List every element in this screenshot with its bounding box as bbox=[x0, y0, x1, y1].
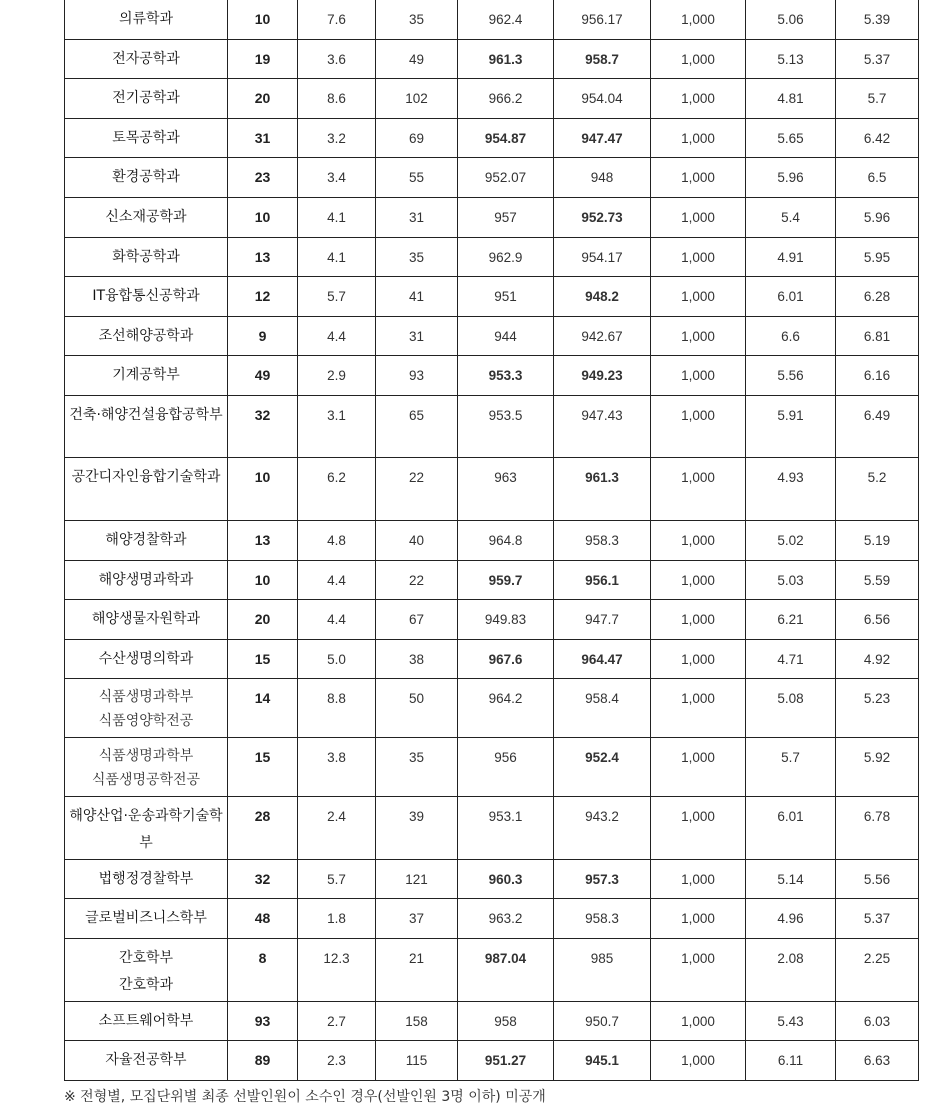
grade-cell: 6.28 bbox=[836, 277, 919, 317]
quota-cell: 10 bbox=[228, 458, 298, 521]
grade-cell: 5.65 bbox=[746, 118, 836, 158]
quota-cell: 10 bbox=[228, 197, 298, 237]
quota-cell: 15 bbox=[228, 639, 298, 679]
grade-cell: 6.16 bbox=[836, 356, 919, 396]
department-name-cell: 신소재공학과 bbox=[65, 197, 228, 237]
score-cell: 962.4 bbox=[458, 0, 554, 39]
score-cell: 954.04 bbox=[554, 79, 651, 119]
grade-cell: 5.59 bbox=[836, 560, 919, 600]
quota-cell: 48 bbox=[228, 899, 298, 939]
score-cell: 956 bbox=[458, 738, 554, 797]
quota-cell: 12 bbox=[228, 277, 298, 317]
table-row bbox=[65, 899, 919, 939]
department-name-cell: 소프트웨어학부 bbox=[65, 1001, 228, 1041]
score-cell: 952.07 bbox=[458, 158, 554, 198]
department-name-cell: 기계공학부 bbox=[65, 356, 228, 396]
applicants-cell: 65 bbox=[376, 395, 458, 458]
grade-cell: 5.7 bbox=[746, 738, 836, 797]
score-cell: 951 bbox=[458, 277, 554, 317]
grade-cell: 5.91 bbox=[746, 395, 836, 458]
applicants-cell: 40 bbox=[376, 520, 458, 560]
applicants-cell: 31 bbox=[376, 197, 458, 237]
applicants-cell: 35 bbox=[376, 0, 458, 39]
max-score-cell: 1,000 bbox=[651, 395, 746, 458]
score-cell: 954.17 bbox=[554, 237, 651, 277]
applicants-cell: 115 bbox=[376, 1041, 458, 1081]
grade-cell: 5.96 bbox=[746, 158, 836, 198]
score-cell: 985 bbox=[554, 939, 651, 1002]
table-row bbox=[65, 158, 919, 198]
grade-cell: 5.39 bbox=[836, 0, 919, 39]
grade-cell: 5.23 bbox=[836, 679, 919, 738]
score-cell: 964.47 bbox=[554, 639, 651, 679]
score-cell: 954.87 bbox=[458, 118, 554, 158]
competition-ratio-cell: 4.1 bbox=[298, 197, 376, 237]
grade-cell: 6.78 bbox=[836, 797, 919, 860]
score-cell: 942.67 bbox=[554, 316, 651, 356]
competition-ratio-cell: 2.7 bbox=[298, 1001, 376, 1041]
max-score-cell: 1,000 bbox=[651, 277, 746, 317]
quota-cell: 8 bbox=[228, 939, 298, 1002]
table-row bbox=[65, 738, 919, 797]
grade-cell: 6.5 bbox=[836, 158, 919, 198]
max-score-cell: 1,000 bbox=[651, 797, 746, 860]
score-cell: 943.2 bbox=[554, 797, 651, 860]
score-cell: 953.5 bbox=[458, 395, 554, 458]
quota-cell: 93 bbox=[228, 1001, 298, 1041]
grade-cell: 6.6 bbox=[746, 316, 836, 356]
quota-cell: 23 bbox=[228, 158, 298, 198]
table-row bbox=[65, 1041, 919, 1081]
department-name-cell: 글로벌비즈니스학부 bbox=[65, 899, 228, 939]
competition-ratio-cell: 5.7 bbox=[298, 859, 376, 899]
table-row bbox=[65, 118, 919, 158]
score-cell: 958.3 bbox=[554, 520, 651, 560]
quota-cell: 49 bbox=[228, 356, 298, 396]
score-cell: 951.27 bbox=[458, 1041, 554, 1081]
department-name-cell: 해양산업·운송과학기술학부 bbox=[65, 797, 228, 860]
grade-cell: 5.37 bbox=[836, 39, 919, 79]
max-score-cell: 1,000 bbox=[651, 639, 746, 679]
grade-cell: 5.03 bbox=[746, 560, 836, 600]
grade-cell: 2.08 bbox=[746, 939, 836, 1002]
competition-ratio-cell: 3.4 bbox=[298, 158, 376, 198]
grade-cell: 4.96 bbox=[746, 899, 836, 939]
score-cell: 964.2 bbox=[458, 679, 554, 738]
max-score-cell: 1,000 bbox=[651, 899, 746, 939]
applicants-cell: 41 bbox=[376, 277, 458, 317]
max-score-cell: 1,000 bbox=[651, 939, 746, 1002]
table-row bbox=[65, 458, 919, 521]
max-score-cell: 1,000 bbox=[651, 1001, 746, 1041]
competition-ratio-cell: 12.3 bbox=[298, 939, 376, 1002]
competition-ratio-cell: 5.0 bbox=[298, 639, 376, 679]
table-row bbox=[65, 1001, 919, 1041]
quota-cell: 10 bbox=[228, 0, 298, 39]
department-name-cell: 해양생명과학과 bbox=[65, 560, 228, 600]
score-cell: 963.2 bbox=[458, 899, 554, 939]
quota-cell: 32 bbox=[228, 395, 298, 458]
score-cell: 947.7 bbox=[554, 600, 651, 640]
score-cell: 958.3 bbox=[554, 899, 651, 939]
competition-ratio-cell: 7.6 bbox=[298, 0, 376, 39]
department-name-cell: 법행정경찰학부 bbox=[65, 859, 228, 899]
score-cell: 987.04 bbox=[458, 939, 554, 1002]
max-score-cell: 1,000 bbox=[651, 158, 746, 198]
score-cell: 947.47 bbox=[554, 118, 651, 158]
department-name-cell: 화학공학과 bbox=[65, 237, 228, 277]
table-row bbox=[65, 639, 919, 679]
competition-ratio-cell: 3.8 bbox=[298, 738, 376, 797]
max-score-cell: 1,000 bbox=[651, 197, 746, 237]
score-cell: 945.1 bbox=[554, 1041, 651, 1081]
max-score-cell: 1,000 bbox=[651, 560, 746, 600]
applicants-cell: 35 bbox=[376, 237, 458, 277]
quota-cell: 28 bbox=[228, 797, 298, 860]
quota-cell: 13 bbox=[228, 520, 298, 560]
applicants-cell: 37 bbox=[376, 899, 458, 939]
grade-cell: 5.56 bbox=[836, 859, 919, 899]
grade-cell: 2.25 bbox=[836, 939, 919, 1002]
applicants-cell: 93 bbox=[376, 356, 458, 396]
department-name-cell: 건축·해양건설융합공학부 bbox=[65, 395, 228, 458]
table-row bbox=[65, 237, 919, 277]
score-cell: 950.7 bbox=[554, 1001, 651, 1041]
quota-cell: 89 bbox=[228, 1041, 298, 1081]
department-name-cell: 전자공학과 bbox=[65, 39, 228, 79]
grade-cell: 6.21 bbox=[746, 600, 836, 640]
grade-cell: 5.43 bbox=[746, 1001, 836, 1041]
table-row bbox=[65, 79, 919, 119]
grade-cell: 5.14 bbox=[746, 859, 836, 899]
score-cell: 952.73 bbox=[554, 197, 651, 237]
score-cell: 958.4 bbox=[554, 679, 651, 738]
department-name-cell: 조선해양공학과 bbox=[65, 316, 228, 356]
quota-cell: 32 bbox=[228, 859, 298, 899]
department-name-cell: 전기공학과 bbox=[65, 79, 228, 119]
competition-ratio-cell: 4.8 bbox=[298, 520, 376, 560]
applicants-cell: 21 bbox=[376, 939, 458, 1002]
grade-cell: 4.93 bbox=[746, 458, 836, 521]
competition-ratio-cell: 2.3 bbox=[298, 1041, 376, 1081]
department-name-cell: 자율전공학부 bbox=[65, 1041, 228, 1081]
score-cell: 953.1 bbox=[458, 797, 554, 860]
quota-cell: 14 bbox=[228, 679, 298, 738]
grade-cell: 6.42 bbox=[836, 118, 919, 158]
applicants-cell: 22 bbox=[376, 458, 458, 521]
quota-cell: 15 bbox=[228, 738, 298, 797]
competition-ratio-cell: 2.4 bbox=[298, 797, 376, 860]
department-name-cell: 의류학과 bbox=[65, 0, 228, 39]
score-cell: 959.7 bbox=[458, 560, 554, 600]
grade-cell: 6.49 bbox=[836, 395, 919, 458]
grade-cell: 5.95 bbox=[836, 237, 919, 277]
competition-ratio-cell: 3.2 bbox=[298, 118, 376, 158]
grade-cell: 4.81 bbox=[746, 79, 836, 119]
grade-cell: 5.4 bbox=[746, 197, 836, 237]
grade-cell: 6.01 bbox=[746, 277, 836, 317]
applicants-cell: 67 bbox=[376, 600, 458, 640]
table-row bbox=[65, 395, 919, 458]
applicants-cell: 158 bbox=[376, 1001, 458, 1041]
grade-cell: 5.02 bbox=[746, 520, 836, 560]
department-name-cell: 토목공학과 bbox=[65, 118, 228, 158]
grade-cell: 4.71 bbox=[746, 639, 836, 679]
max-score-cell: 1,000 bbox=[651, 79, 746, 119]
table-row bbox=[65, 939, 919, 1002]
score-cell: 963 bbox=[458, 458, 554, 521]
admission-results-table bbox=[64, 0, 919, 1081]
score-cell: 957 bbox=[458, 197, 554, 237]
max-score-cell: 1,000 bbox=[651, 118, 746, 158]
quota-cell: 20 bbox=[228, 79, 298, 119]
max-score-cell: 1,000 bbox=[651, 600, 746, 640]
score-cell: 961.3 bbox=[554, 458, 651, 521]
max-score-cell: 1,000 bbox=[651, 520, 746, 560]
grade-cell: 5.08 bbox=[746, 679, 836, 738]
score-cell: 949.23 bbox=[554, 356, 651, 396]
grade-cell: 5.13 bbox=[746, 39, 836, 79]
grade-cell: 5.7 bbox=[836, 79, 919, 119]
grade-cell: 5.37 bbox=[836, 899, 919, 939]
applicants-cell: 121 bbox=[376, 859, 458, 899]
table-row bbox=[65, 39, 919, 79]
table-row bbox=[65, 560, 919, 600]
score-cell: 961.3 bbox=[458, 39, 554, 79]
score-cell: 948 bbox=[554, 158, 651, 198]
applicants-cell: 31 bbox=[376, 316, 458, 356]
grade-cell: 6.03 bbox=[836, 1001, 919, 1041]
department-name-cell: IT융합통신공학과 bbox=[65, 277, 228, 317]
quota-cell: 13 bbox=[228, 237, 298, 277]
applicants-cell: 22 bbox=[376, 560, 458, 600]
department-name-cell: 간호학부 간호학과 bbox=[65, 939, 228, 1002]
grade-cell: 5.2 bbox=[836, 458, 919, 521]
score-cell: 960.3 bbox=[458, 859, 554, 899]
grade-cell: 5.96 bbox=[836, 197, 919, 237]
competition-ratio-cell: 6.2 bbox=[298, 458, 376, 521]
applicants-cell: 39 bbox=[376, 797, 458, 860]
score-cell: 967.6 bbox=[458, 639, 554, 679]
applicants-cell: 35 bbox=[376, 738, 458, 797]
table-row bbox=[65, 859, 919, 899]
max-score-cell: 1,000 bbox=[651, 237, 746, 277]
score-cell: 947.43 bbox=[554, 395, 651, 458]
applicants-cell: 102 bbox=[376, 79, 458, 119]
score-cell: 957.3 bbox=[554, 859, 651, 899]
applicants-cell: 38 bbox=[376, 639, 458, 679]
department-name-cell: 해양생물자원학과 bbox=[65, 600, 228, 640]
grade-cell: 6.63 bbox=[836, 1041, 919, 1081]
footnote: ※ 전형별, 모집단위별 최종 선발인원이 소수인 경우(선발인원 3명 이하) 미공개 bbox=[64, 1089, 546, 1105]
max-score-cell: 1,000 bbox=[651, 316, 746, 356]
competition-ratio-cell: 5.7 bbox=[298, 277, 376, 317]
table-row bbox=[65, 520, 919, 560]
grade-cell: 6.81 bbox=[836, 316, 919, 356]
score-cell: 956.17 bbox=[554, 0, 651, 39]
max-score-cell: 1,000 bbox=[651, 859, 746, 899]
quota-cell: 10 bbox=[228, 560, 298, 600]
score-cell: 948.2 bbox=[554, 277, 651, 317]
department-name-cell: 환경공학과 bbox=[65, 158, 228, 198]
table-row bbox=[65, 797, 919, 860]
competition-ratio-cell: 1.8 bbox=[298, 899, 376, 939]
department-name-cell: 식품생명과학부 식품영양학전공 bbox=[65, 679, 228, 738]
table-row bbox=[65, 600, 919, 640]
table-row bbox=[65, 277, 919, 317]
grade-cell: 4.92 bbox=[836, 639, 919, 679]
department-name-cell: 공간디자인융합기술학과 bbox=[65, 458, 228, 521]
competition-ratio-cell: 2.9 bbox=[298, 356, 376, 396]
grade-cell: 5.56 bbox=[746, 356, 836, 396]
max-score-cell: 1,000 bbox=[651, 356, 746, 396]
competition-ratio-cell: 3.1 bbox=[298, 395, 376, 458]
score-cell: 953.3 bbox=[458, 356, 554, 396]
grade-cell: 5.92 bbox=[836, 738, 919, 797]
competition-ratio-cell: 4.1 bbox=[298, 237, 376, 277]
table-row bbox=[65, 356, 919, 396]
grade-cell: 5.06 bbox=[746, 0, 836, 39]
score-cell: 952.4 bbox=[554, 738, 651, 797]
department-name-cell: 수산생명의학과 bbox=[65, 639, 228, 679]
applicants-cell: 49 bbox=[376, 39, 458, 79]
score-cell: 962.9 bbox=[458, 237, 554, 277]
competition-ratio-cell: 8.6 bbox=[298, 79, 376, 119]
department-name-cell: 식품생명과학부 식품생명공학전공 bbox=[65, 738, 228, 797]
max-score-cell: 1,000 bbox=[651, 458, 746, 521]
score-cell: 956.1 bbox=[554, 560, 651, 600]
grade-cell: 4.91 bbox=[746, 237, 836, 277]
max-score-cell: 1,000 bbox=[651, 0, 746, 39]
score-cell: 949.83 bbox=[458, 600, 554, 640]
grade-cell: 6.11 bbox=[746, 1041, 836, 1081]
score-cell: 958 bbox=[458, 1001, 554, 1041]
competition-ratio-cell: 4.4 bbox=[298, 600, 376, 640]
max-score-cell: 1,000 bbox=[651, 738, 746, 797]
grade-cell: 6.56 bbox=[836, 600, 919, 640]
table-row bbox=[65, 316, 919, 356]
applicants-cell: 55 bbox=[376, 158, 458, 198]
table-row bbox=[65, 0, 919, 39]
max-score-cell: 1,000 bbox=[651, 679, 746, 738]
applicants-cell: 50 bbox=[376, 679, 458, 738]
competition-ratio-cell: 3.6 bbox=[298, 39, 376, 79]
max-score-cell: 1,000 bbox=[651, 39, 746, 79]
grade-cell: 6.01 bbox=[746, 797, 836, 860]
max-score-cell: 1,000 bbox=[651, 1041, 746, 1081]
score-cell: 944 bbox=[458, 316, 554, 356]
table-row bbox=[65, 679, 919, 738]
quota-cell: 20 bbox=[228, 600, 298, 640]
table-row bbox=[65, 197, 919, 237]
applicants-cell: 69 bbox=[376, 118, 458, 158]
quota-cell: 19 bbox=[228, 39, 298, 79]
department-name-cell: 해양경찰학과 bbox=[65, 520, 228, 560]
quota-cell: 9 bbox=[228, 316, 298, 356]
competition-ratio-cell: 4.4 bbox=[298, 316, 376, 356]
grade-cell: 5.19 bbox=[836, 520, 919, 560]
competition-ratio-cell: 4.4 bbox=[298, 560, 376, 600]
score-cell: 964.8 bbox=[458, 520, 554, 560]
quota-cell: 31 bbox=[228, 118, 298, 158]
competition-ratio-cell: 8.8 bbox=[298, 679, 376, 738]
score-cell: 958.7 bbox=[554, 39, 651, 79]
score-cell: 966.2 bbox=[458, 79, 554, 119]
